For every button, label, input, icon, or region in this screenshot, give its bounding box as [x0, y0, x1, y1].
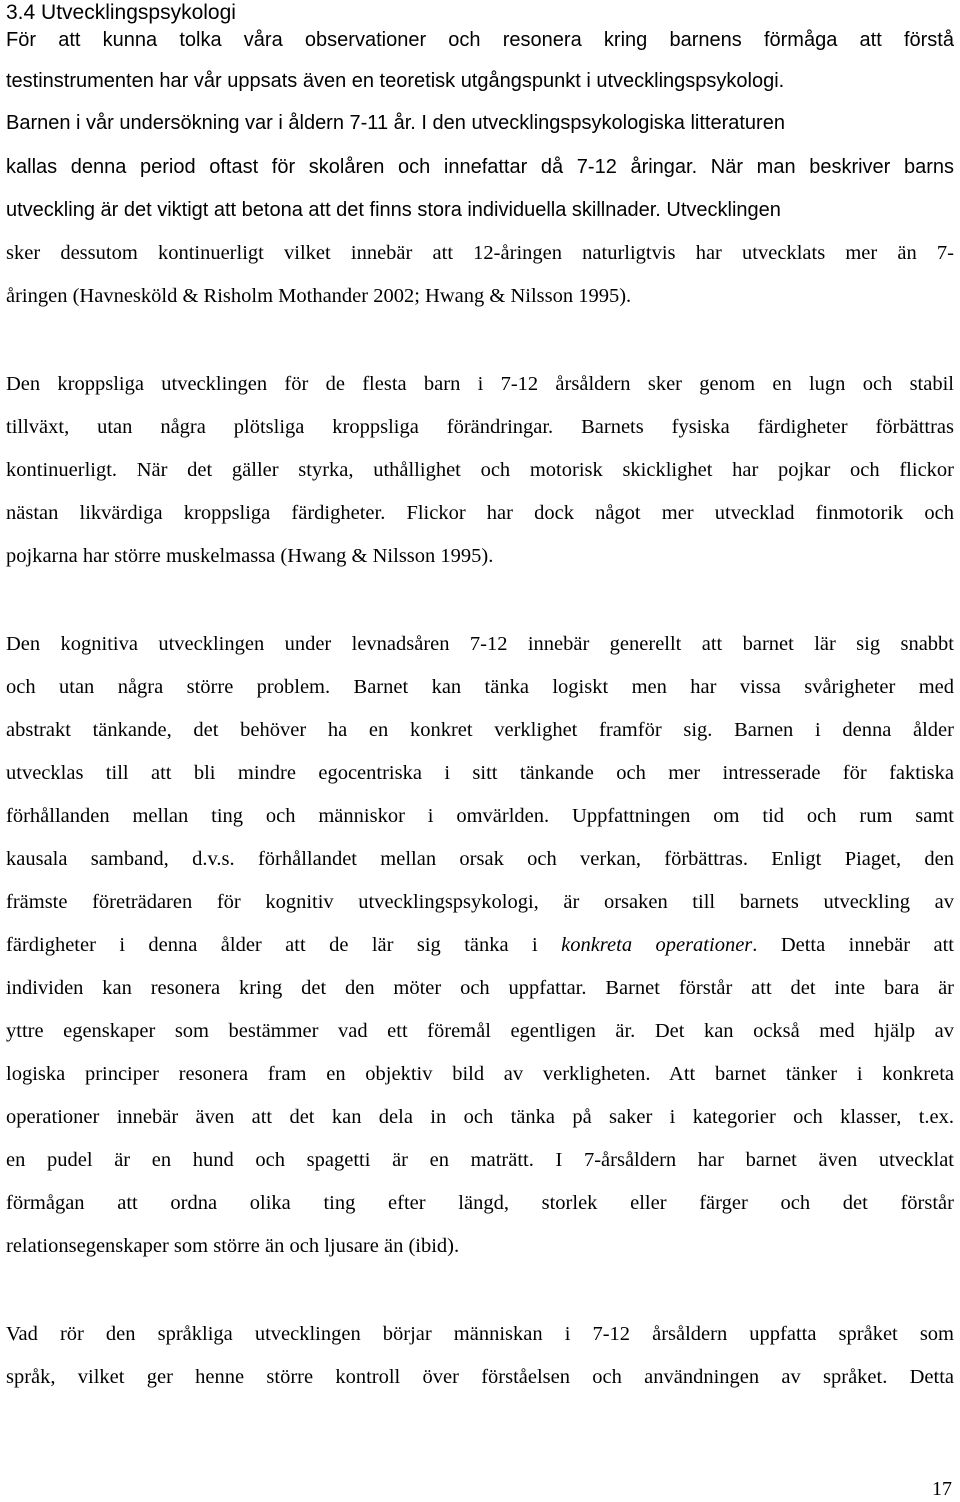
- p3-line-10: yttre egenskaper som bestämmer vad ett föremål egentligen är. Det kan också med hjälp av: [6, 1020, 954, 1042]
- p3-line-15: relationsegenskaper som större än och ljusare än (ibid).: [6, 1235, 460, 1257]
- emphasis-term: konkreta operationer: [561, 934, 753, 956]
- p2-line-5: pojkarna har större muskelmassa (Hwang & Nilsson 1995).: [6, 545, 494, 567]
- p4-line-1: Vad rör den språkliga utvecklingen börjar människan i 7-12 årsåldern uppfatta språket som: [6, 1323, 954, 1345]
- p3-line-2: och utan några större problem. Barnet kan tänka logiskt men har vissa svårigheter med: [6, 676, 954, 698]
- p3-line-6: kausala samband, d.v.s. förhållandet mellan orsak och verkan, förbättras. Enligt Piaget, den: [6, 848, 954, 870]
- p3-line-3: abstrakt tänkande, det behöver ha en konkret verklighet framför sig. Barnen i denna ålder: [6, 719, 954, 741]
- p3-line-9: individen kan resonera kring det den möter och uppfattar. Barnet förstår att det inte bara är: [6, 977, 954, 999]
- p3-line-12: operationer innebär även att det kan dela in och tänka på saker i kategorier och klasser, t.ex.: [6, 1106, 954, 1128]
- p3-line-13: en pudel är en hund och spagetti är en maträtt. I 7-årsåldern har barnet även utvecklat: [6, 1149, 954, 1171]
- p2-line-1: Den kroppsliga utvecklingen för de flesta barn i 7-12 årsåldern sker genom en lugn och stabil: [6, 373, 954, 395]
- p3-line-5: förhållanden mellan ting och människor i omvärlden. Uppfattningen om tid och rum samt: [6, 805, 954, 827]
- p1-line-1: För att kunna tolka våra observationer och resonera kring barnens förmåga att förstå: [6, 29, 954, 51]
- p3-line-8: [6, 932, 954, 958]
- p4-line-2: språk, vilket ger henne större kontroll över förståelsen och användningen av språket. Detta: [6, 1366, 954, 1388]
- p1-line-2: testinstrumenten har vår uppsats även en teoretisk utgångspunkt i utvecklingspsykologi.: [6, 70, 785, 92]
- p3-line-11: logiska principer resonera fram en objektiv bild av verkligheten. Att barnet tänker i konkreta: [6, 1063, 954, 1085]
- section-heading: 3.4 Utvecklingspsykologi: [6, 1, 236, 24]
- p2-line-3: kontinuerligt. När det gäller styrka, uthållighet och motorisk skicklighet har pojkar och flickor: [6, 459, 954, 481]
- p1-line-5: utveckling är det viktigt att betona att det finns stora individuella skillnader. Utvecklingen: [6, 199, 781, 221]
- p2-line-2: tillväxt, utan några plötsliga kroppsliga förändringar. Barnets fysiska färdigheter förbättras: [6, 416, 954, 438]
- p2-line-4: nästan likvärdiga kroppsliga färdigheter. Flickor har dock något mer utvecklad finmotorik och: [6, 502, 954, 524]
- p1-line-6: sker dessutom kontinuerligt vilket innebär att 12-åringen naturligtvis har utvecklats mer än 7-: [6, 242, 954, 264]
- p1-line-7: åringen (Havnesköld & Risholm Mothander 2002; Hwang & Nilsson 1995).: [6, 285, 632, 307]
- p1-line-3: Barnen i vår undersökning var i åldern 7-11 år. I den utvecklingspsykologiska litteraturen: [6, 112, 785, 134]
- p3-line-8-tail: . Detta innebär att: [752, 934, 954, 956]
- p3-line-4: utvecklas till att bli mindre egocentriska i sitt tänkande och mer intresserade för faktiska: [6, 762, 954, 784]
- p3-line-7: främste företrädaren för kognitiv utvecklingspsykologi, är orsaken till barnets utveckling av: [6, 891, 954, 913]
- p1-line-4: kallas denna period oftast för skolåren och innefattar då 7-12 åringar. När man beskriver barns: [6, 156, 954, 178]
- page-number: 17: [932, 1478, 952, 1500]
- p3-line-8-text: färdigheter i denna ålder att de lär sig tänka i: [6, 934, 562, 956]
- p3-line-14: förmågan att ordna olika ting efter längd, storlek eller färger och det förstår: [6, 1192, 954, 1214]
- p3-line-1: Den kognitiva utvecklingen under levnadsåren 7-12 innebär generellt att barnet lär sig snabbt: [6, 633, 954, 655]
